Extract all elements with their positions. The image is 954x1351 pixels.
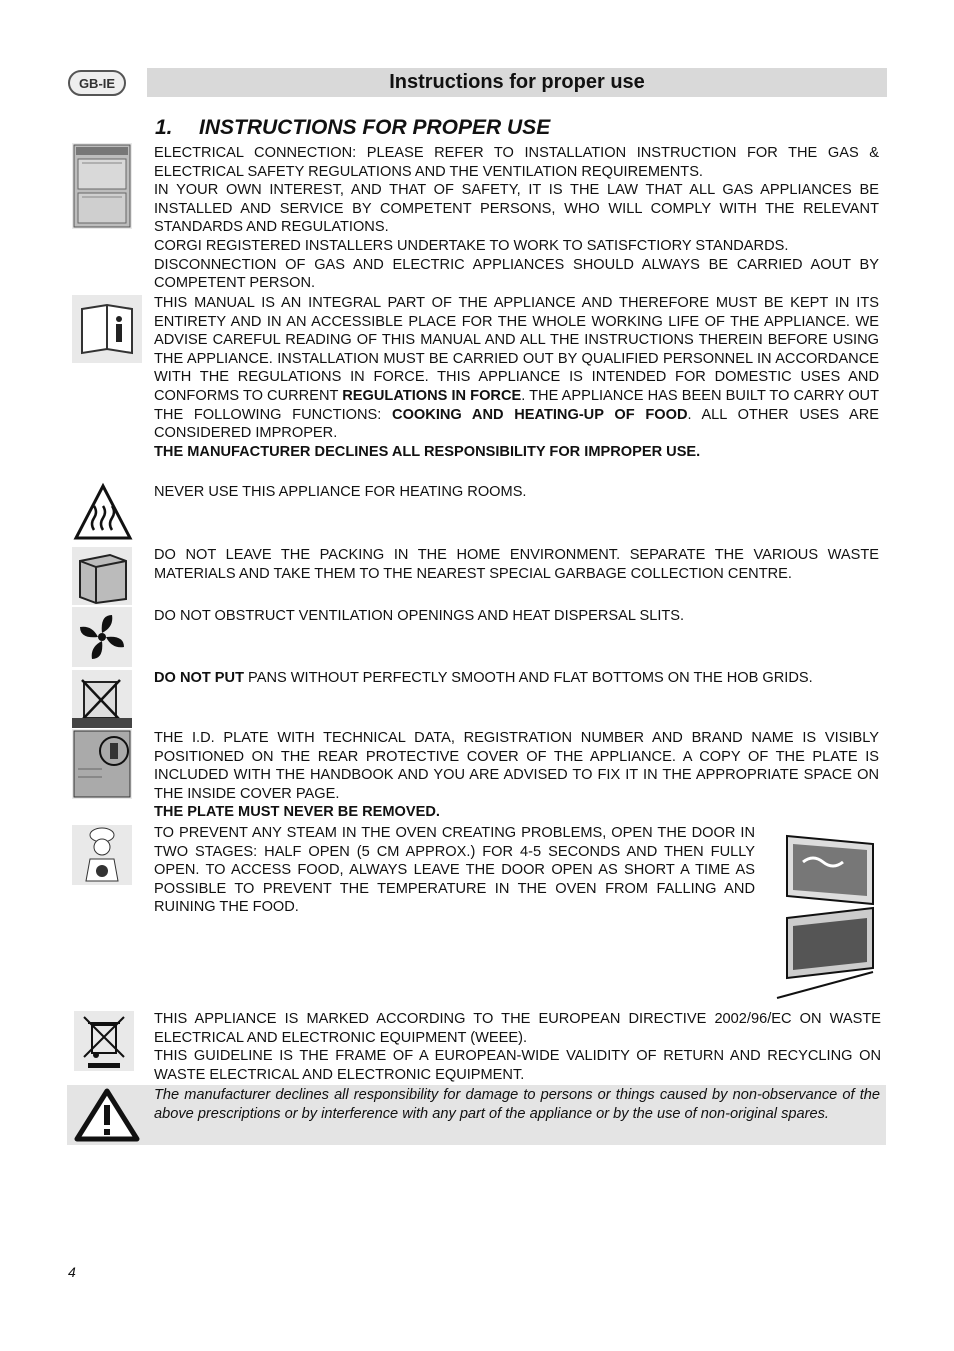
plate-warning-line — [154, 803, 879, 822]
plate-text: THE I.D. PLATE WITH TECHNICAL DATA, REGISTRATION NUMBER AND BRAND NAME IS VISIBLY POSITIONED ON THE REAR PROTECTIVE COVER OF THE APPLIANCE. A COPY OF THE PLATE IS INCLUDED WITH THE HANDBOOK AND YOU ARE ADVISED TO FIX IT IN THE APPROPRIATE SPACE ON THE INSIDE COVER PAGE. — [154, 730, 879, 802]
fan-icon — [72, 607, 132, 667]
electrical-p3: CORGI REGISTERED INSTALLERS UNDERTAKE TO WORK TO SATISFCTIORY STANDARDS. — [154, 237, 789, 254]
id-plate-icon — [72, 729, 132, 799]
electrical-connection-block — [154, 144, 879, 293]
plate-block — [154, 729, 879, 822]
warning-triangle-icon — [67, 1085, 147, 1145]
ventilation-block: DO NOT OBSTRUCT VENTILATION OPENINGS AND HEAT DISPERSAL SLITS. — [154, 608, 685, 624]
manual-bold-1: REGULATIONS IN FORCE — [342, 387, 522, 404]
manual-bold-2: COOKING AND HEATING-UP OF FOOD — [392, 406, 688, 423]
chef-icon — [72, 825, 132, 885]
manual-text-2: . THE APPLIANCE HAS BEEN BUILT TO CARRY OUT THE FOLLOWING FUNCTIONS: — [154, 387, 879, 423]
weee-p1: THIS APPLIANCE IS MARKED ACCORDING TO THE EUROPEAN DIRECTIVE 2002/96/EC ON WASTE ELECTRICAL AND ELECTRONIC EQUIPMENT (WEEE). — [154, 1011, 881, 1046]
disclaimer-text: The manufacturer declines all responsibility for damage to persons or things caused by non-observance of the above prescriptions or by interference with any part of the appliance or by the use of non-original spares. — [154, 1087, 880, 1122]
manual-text-1: THIS MANUAL IS AN INTEGRAL PART OF THE APPLIANCE AND THEREFORE MUST BE KEPT IN ITS ENTIRETY AND IN AN ACCESSIBLE PLACE FOR THE WHOLE WORKING LIFE OF THE APPLIANCE. WE ADVISE CAREFUL READING OF THIS MANUAL AND ALL THE INSTRUCTIONS THEREIN BEFORE USING THE APPLIANCE. INSTALLATION MUST BE CARRIED OUT BY QUALIFIED PERSONNEL IN ACCORDANCE WITH THE REGULATIONS IN FORCE. THIS APPLIANCE IS INTENDED FOR DOMESTIC USES AND CONFORMS TO CURRENT — [154, 295, 879, 404]
manual-info-icon — [72, 295, 142, 363]
manual-block — [154, 294, 879, 461]
section-number: 1. — [155, 116, 173, 139]
hot-surface-warning-icon — [72, 482, 134, 542]
manual-bold-line: THE MANUFACTURER DECLINES ALL RESPONSIBILITY FOR IMPROPER USE. — [154, 443, 701, 460]
oven-door-icon — [773, 822, 881, 1000]
weee-bin-icon — [74, 1011, 134, 1071]
pans-bold: DO NOT PUT — [154, 670, 244, 686]
manual-text-3: . ALL OTHER USES ARE CONSIDERED IMPROPER. — [154, 406, 879, 442]
heating-block: NEVER USE THIS APPLIANCE FOR HEATING ROOMS. — [154, 484, 527, 500]
packing-box-icon — [72, 547, 132, 605]
weee-p2: THIS GUIDELINE IS THE FRAME OF A EUROPEAN-WIDE VALIDITY OF RETURN AND RECYCLING ON WASTE ELECTRICAL AND ELECTRONIC EQUIPMENT. — [154, 1048, 881, 1083]
electrical-p4: DISCONNECTION OF GAS AND ELECTRIC APPLIANCES SHOULD ALWAYS BE CARRIED AOUT BY COMPETENT PERSON. — [154, 256, 879, 292]
pan-prohibited-icon — [72, 670, 132, 728]
packing-block: DO NOT LEAVE THE PACKING IN THE HOME ENVIRONMENT. SEPARATE THE VARIOUS WASTE MATERIALS AND TAKE THEM TO THE NEAREST SPECIAL GARBAGE COLLECTION CENTRE. — [154, 547, 879, 582]
section-title-text: INSTRUCTIONS FOR PROPER USE — [199, 116, 551, 139]
page-header-title: Instructions for proper use — [147, 68, 887, 97]
electrical-p2: IN YOUR OWN INTEREST, AND THAT OF SAFETY, IT IS THE LAW THAT ALL GAS APPLIANCES BE INSTALLED AND SERVICE BY COMPETENT PERSONS, WHO WILL COMPLY WITH THE RELEVANT STANDARDS AND REGULATIONS. — [154, 182, 879, 236]
pans-block — [154, 669, 879, 688]
electrical-p1: ELECTRICAL CONNECTION: PLEASE REFER TO INSTALLATION INSTRUCTION FOR THE GAS & ELECTRICAL SAFETY REGULATIONS AND THE VENTILATION REQUIREMENTS. — [154, 145, 879, 180]
manual-paragraph — [154, 294, 879, 443]
cooker-icon — [72, 143, 132, 229]
manual-responsibility-line — [154, 443, 879, 462]
page-number: 4 — [68, 1264, 76, 1280]
pans-text: PANS WITHOUT PERFECTLY SMOOTH AND FLAT BOTTOMS ON THE HOB GRIDS. — [244, 670, 813, 686]
language-badge: GB-IE — [68, 70, 126, 96]
steam-block: TO PREVENT ANY STEAM IN THE OVEN CREATING PROBLEMS, OPEN THE DOOR IN TWO STAGES: HALF OPEN (5 CM APPROX.) FOR 4-5 SECONDS AND THEN FULLY OPEN. TO ACCESS FOOD, ALWAYS LEAVE THE DOOR OPEN AS SHORT A TIME AS POSSIBLE TO PREVENT THE TEMPERATURE IN THE OVEN FROM FALLING AND RUINING THE FOOD. — [154, 825, 755, 916]
plate-bold-line: THE PLATE MUST NEVER BE REMOVED. — [154, 804, 440, 821]
weee-block — [154, 1010, 881, 1084]
section-title — [155, 116, 550, 140]
